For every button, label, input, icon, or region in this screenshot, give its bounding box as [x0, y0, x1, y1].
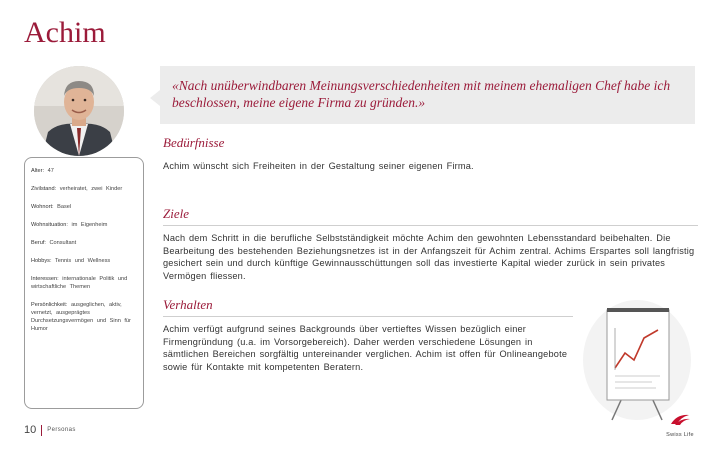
fact-label: Beruf — [31, 240, 45, 246]
fact-age: Alter: 47 — [31, 168, 54, 174]
flipchart-illustration — [582, 298, 692, 423]
fact-value: Consultant — [49, 240, 77, 246]
fact-value: Basel — [57, 204, 72, 210]
fact-label: Wohnsituation — [31, 222, 67, 228]
fact-housing: Wohnsituation: im Eigenheim — [31, 222, 108, 228]
fact-label: Persönlichkeit — [31, 302, 66, 308]
persona-facts-panel — [24, 157, 144, 409]
fact-value: verheiratet, zwei Kinder — [59, 186, 123, 192]
persona-portrait — [34, 66, 124, 156]
fact-label: Wohnort — [31, 204, 53, 210]
section-behavior — [163, 297, 573, 373]
quote-text: «Nach unüberwindbaren Meinungsverschiedenheiten mit meinem ehemaligen Chef habe ich beschlossen, meine eigene Firma zu gründen.» — [172, 78, 671, 110]
flipchart-icon — [582, 298, 692, 423]
fact-interests: Interessen: internationale Politik und wirtschaftliche Themen — [31, 276, 128, 290]
fact-value: internationale Politik und wirtschaftliche Themen — [31, 276, 128, 290]
fact-value: ausgeglichen, aktiv, vernetzt, ausgeprägtes Durchsetzungsvermögen und Sinn für Humor — [31, 302, 131, 332]
fact-civil-status: Zivilstand: verheiratet, zwei Kinder — [31, 186, 123, 192]
page-number: 10 — [24, 424, 37, 436]
footer-divider — [41, 425, 42, 436]
logo-mark-icon — [669, 412, 691, 426]
page-title: Achim — [24, 16, 106, 49]
fact-value: im Eigenheim — [71, 222, 108, 228]
section-title-goals: Ziele — [163, 206, 698, 226]
fact-label: Interessen — [31, 276, 58, 282]
fact-value: Tennis und Wellness — [54, 258, 111, 264]
section-goals — [163, 206, 698, 282]
section-text-goals: Nach dem Schritt in die berufliche Selbstständigkeit möchte Achim den gewohnten Lebensstandard beibehalten. Die Bearbeitung des bestehenden Beziehungsnetzes ist in der Anfangszeit für Achim zentral. Achims Erspartes soll langfristig gesichert sein und durch künftige Gewinnausschüttungen soll das investierte Kapital wieder zurück in sein privates Vermögen fliessen. — [163, 233, 695, 281]
quote-box — [160, 66, 695, 124]
fact-label: Alter — [31, 168, 43, 174]
quote-pointer — [150, 90, 160, 106]
section-title-needs: Bedürfnisse — [163, 135, 225, 150]
section-text-behavior: Achim verfügt aufgrund seines Backgrounds über vertieftes Wissen bezüglich einer Firmengründung (u.a. im Vorsorgebereich). Daher werden verschiedene Lösungen in sämtlichen Bereichen sorgfältig untereinander verglichen. Achim ist offen für Onlineangebote sowie für Kontakte mit kompetenten Beratern. — [163, 324, 568, 372]
footer-label: Personas — [47, 427, 76, 433]
fact-residence: Wohnort: Basel — [31, 204, 72, 210]
fact-label: Hobbys — [31, 258, 50, 264]
section-title-behavior: Verhalten — [163, 297, 573, 317]
avatar — [34, 66, 124, 156]
fact-value: 47 — [47, 168, 54, 174]
footer — [24, 424, 76, 436]
section-needs — [163, 135, 698, 173]
fact-profession: Beruf: Consultant — [31, 240, 77, 246]
fact-personality: Persönlichkeit: ausgeglichen, aktiv, vernetzt, ausgeprägtes Durchsetzungsvermögen und Sinn für Humor — [31, 302, 131, 332]
fact-hobbies: Hobbys: Tennis und Wellness — [31, 258, 111, 264]
company-logo — [660, 412, 700, 442]
section-text-needs: Achim wünscht sich Freiheiten in der Gestaltung seiner eigenen Firma. — [163, 161, 474, 171]
fact-label: Zivilstand — [31, 186, 55, 192]
logo-text: Swiss Life — [666, 432, 694, 438]
